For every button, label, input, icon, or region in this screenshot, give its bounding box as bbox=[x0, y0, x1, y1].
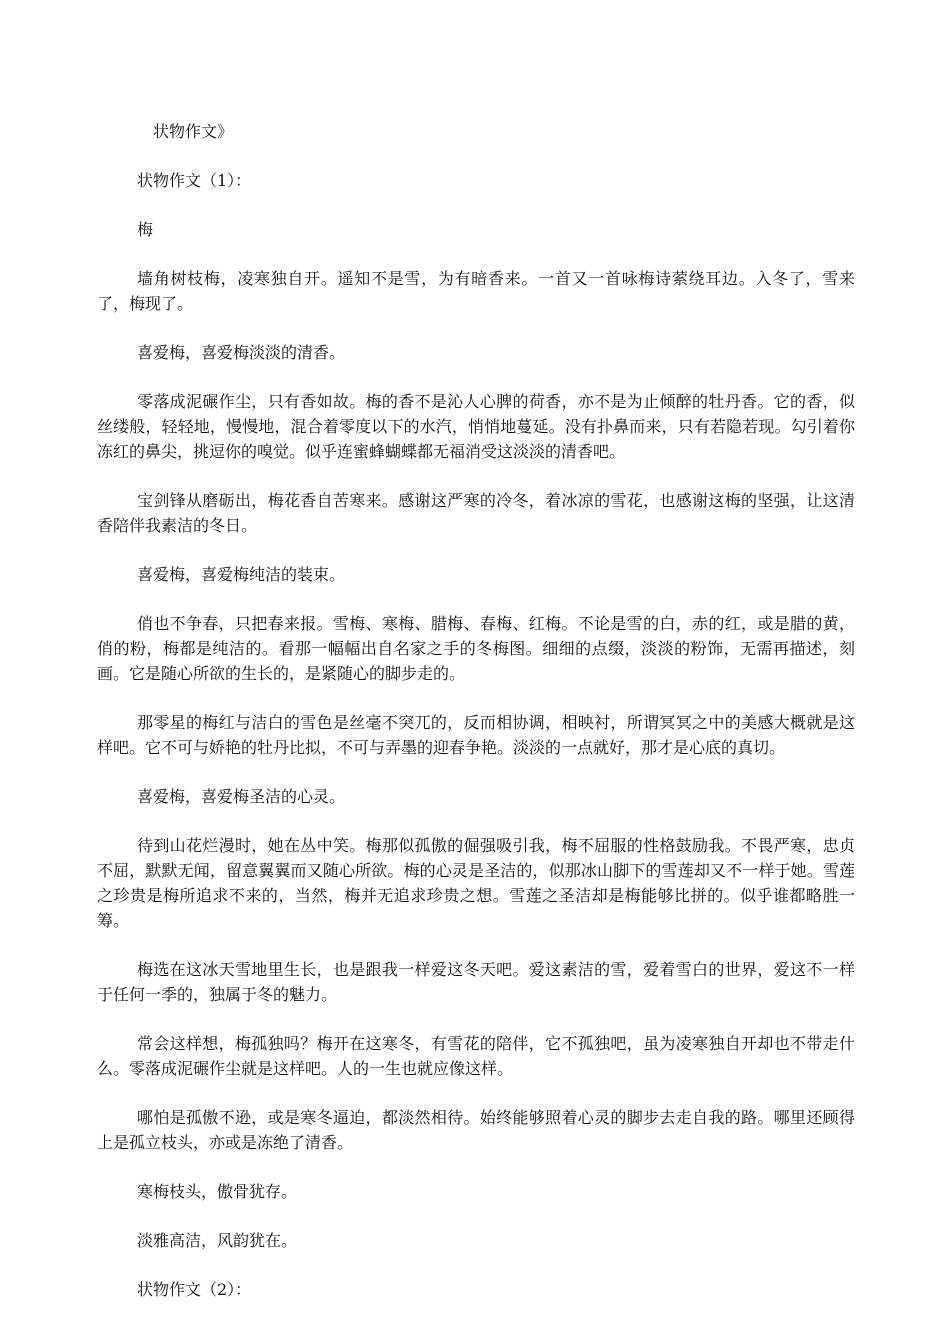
essay-title: 梅 bbox=[137, 220, 154, 239]
section-heading-1: 状物作文（1）： bbox=[137, 171, 252, 190]
section-heading-2: 状物作文（2）： bbox=[137, 1280, 252, 1299]
document-body bbox=[97, 119, 855, 1326]
paragraph: 寒梅枝头，傲骨犹存。 bbox=[137, 1182, 298, 1201]
paragraph: 那零星的梅红与洁白的雪色是丝毫不突兀的，反而相协调，相映衬，所谓冥冥之中的美感大概就是这样吧。它不可与娇艳的牡丹比拟，不可与弄墨的迎春争艳。淡淡的一点就好，那才是心底的真切。 bbox=[97, 713, 855, 757]
paragraph: 喜爱梅，喜爱梅纯洁的装束。 bbox=[137, 565, 346, 584]
paragraph: 零落成泥碾作尘，只有香如故。梅的香不是沁人心脾的荷香，亦不是为止倾醉的牡丹香。它的香，似丝缕般，轻轻地，慢慢地，混合着零度以下的水汽，悄悄地蔓延。没有扑鼻而来，只有若隐若现。勾引着你冻红的鼻尖，挑逗你的嗅觉。似乎连蜜蜂蝴蝶都无福消受这淡淡的清香吧。 bbox=[97, 392, 855, 461]
paragraph: 俏也不争春，只把春来报。雪梅、寒梅、腊梅、春梅、红梅。不论是雪的白，赤的红，或是腊的黄，俏的粉，梅都是纯洁的。看那一幅幅出自名家之手的冬梅图。细细的点缀，淡淡的粉饰，无需再描述，刻画。它是随心所欲的生长的，是紧随心的脚步走的。 bbox=[97, 614, 855, 683]
paragraph: 常会这样想，梅孤独吗？梅开在这寒冬，有雪花的陪伴，它不孤独吧，虽为凌寒独自开却也不带走什么。零落成泥碾作尘就是这样吧。人的一生也就应像这样。 bbox=[97, 1034, 855, 1078]
paragraph: 喜爱梅，喜爱梅圣洁的心灵。 bbox=[137, 787, 346, 806]
document-title: 状物作文》 bbox=[153, 122, 234, 141]
paragraph: 哪怕是孤傲不逊，或是寒冬逼迫，都淡然相待。始终能够照着心灵的脚步去走自我的路。哪里还顾得上是孤立枝头，亦或是冻绝了清香。 bbox=[97, 1108, 855, 1152]
paragraph: 宝剑锋从磨砺出，梅花香自苦寒来。感谢这严寒的冷冬，着冰凉的雪花，也感谢这梅的坚强，让这清香陪伴我素洁的冬日。 bbox=[97, 491, 855, 535]
paragraph: 喜爱梅，喜爱梅淡淡的清香。 bbox=[137, 343, 346, 362]
paragraph: 淡雅高洁，风韵犹在。 bbox=[137, 1231, 298, 1250]
paragraph: 梅选在这冰天雪地里生长，也是跟我一样爱这冬天吧。爱这素洁的雪，爱着雪白的世界，爱这不一样于任何一季的，独属于冬的魅力。 bbox=[97, 960, 855, 1004]
paragraph: 墙角树枝梅，凌寒独自开。遥知不是雪，为有暗香来。一首又一首咏梅诗萦绕耳边。入冬了，雪来了，梅现了。 bbox=[97, 269, 855, 313]
paragraph: 待到山花烂漫时，她在丛中笑。梅那似孤傲的倔强吸引我，梅不屈服的性格鼓励我。不畏严寒，忠贞不屈，默默无闻，留意翼翼而又随心所欲。梅的心灵是圣洁的，似那冰山脚下的雪莲却又不一样于她。雪莲之珍贵是梅所追求不来的，当然，梅并无追求珍贵之想。雪莲之圣洁却是梅能够比拼的。似乎谁都略胜一筹。 bbox=[97, 836, 855, 930]
